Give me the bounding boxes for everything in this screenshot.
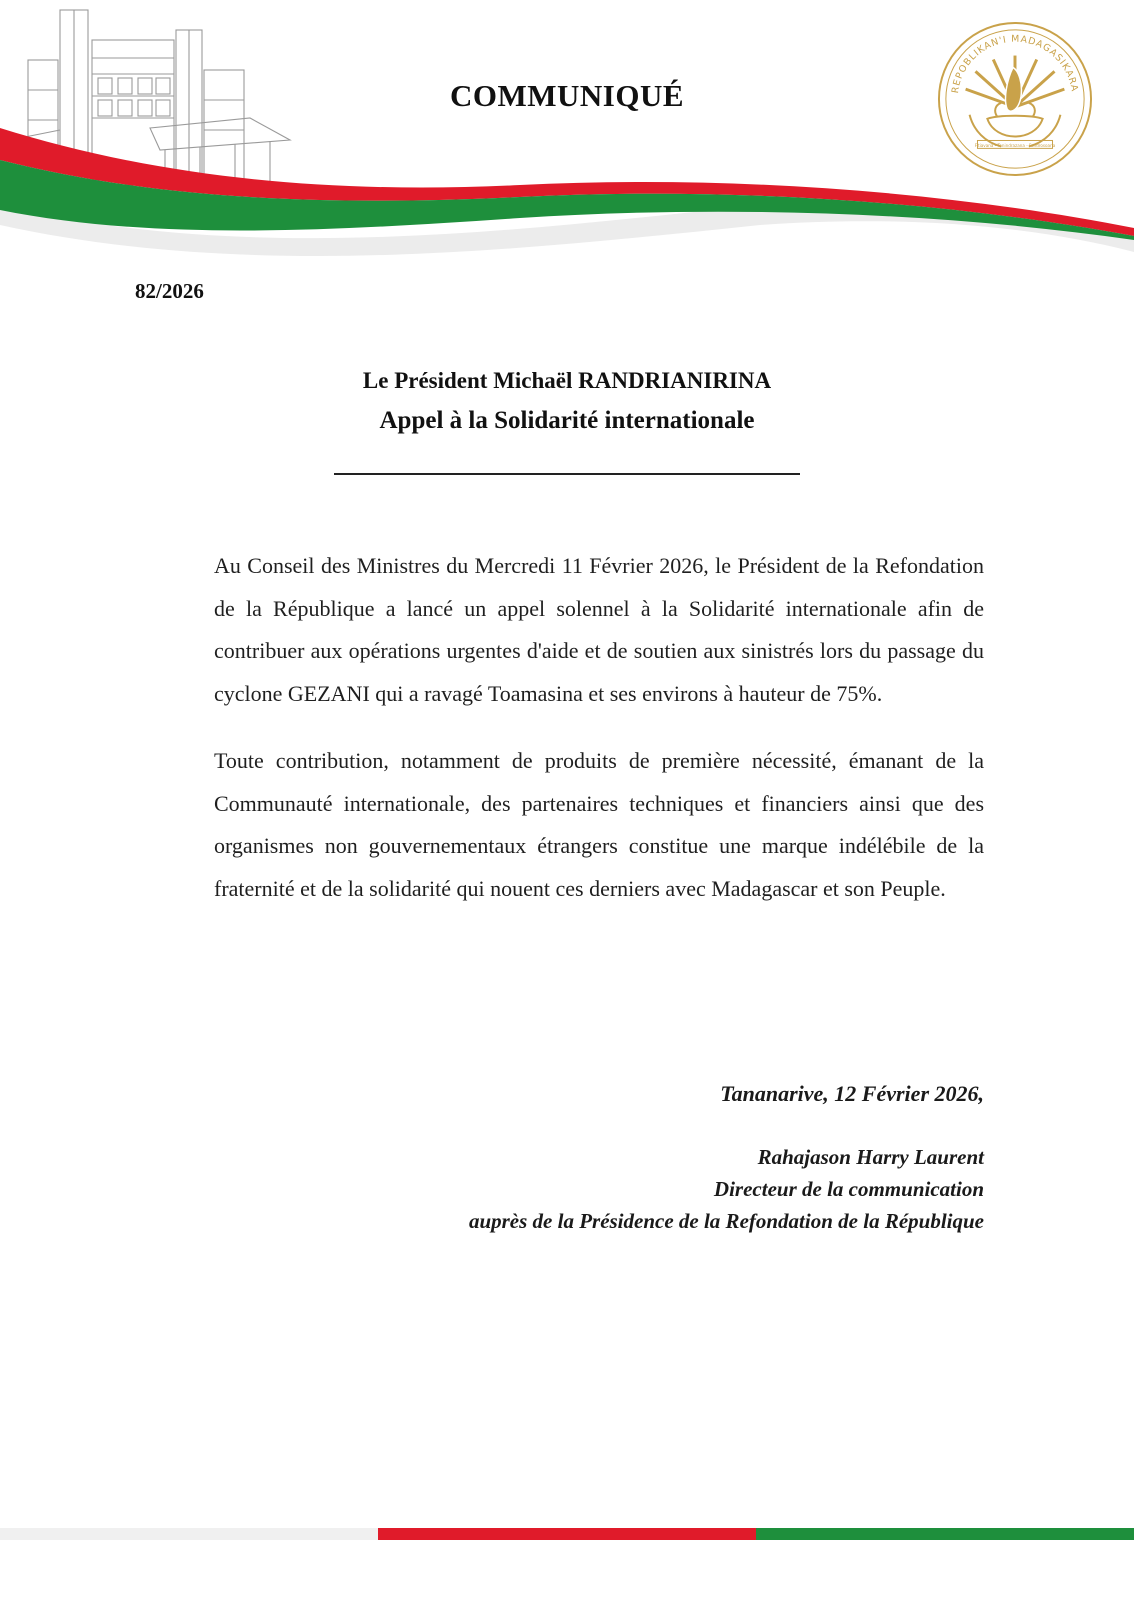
- svg-text:REPOBLIKAN'I MADAGASIKARA: REPOBLIKAN'I MADAGASIKARA: [949, 33, 1080, 95]
- title-underline-divider: [334, 473, 800, 475]
- signatory-name: Rahajason Harry Laurent: [757, 1145, 984, 1169]
- footer-bar-red-segment: [378, 1528, 756, 1540]
- communique-title-author: Le Président Michaël RANDRIANIRINA: [362, 368, 772, 393]
- signatory-organization: auprès de la Présidence de la Refondation de la République: [468, 1209, 984, 1233]
- footer-bar-white-segment: [0, 1528, 378, 1540]
- document-type-heading: COMMUNIQUÉ: [449, 78, 685, 113]
- signature-place-date: Tananarive, 12 Février 2026,: [720, 1081, 984, 1106]
- svg-text:Fitiavana - Tanindrazana - Fan: Fitiavana - Tanindrazana - Fandrosoana: [974, 142, 1056, 148]
- national-seal-icon: [936, 20, 1094, 178]
- communique-title-subject: Appel à la Solidarité internationale: [379, 407, 755, 434]
- communique-title-block: [0, 366, 1134, 438]
- footer-flag-bar: [0, 1528, 1134, 1544]
- communique-body: [214, 545, 984, 935]
- footer-bar-green-segment: [756, 1528, 1134, 1540]
- body-paragraph: Toute contribution, notamment de produits de première nécessité, émanant de la Communauté internationale, des partenaires techniques et financiers ainsi que des organismes non gouvernementaux étrangers constitue une marque indélébile de la fraternité et de la solidarité qui nouent ces derniers avec Madagascar et son Peuple.: [214, 748, 984, 901]
- signature-block: [300, 1078, 984, 1237]
- body-paragraph: Au Conseil des Ministres du Mercredi 11 Février 2026, le Président de la Refondation de la République a lancé un appel solennel à la Solidarité internationale afin de contribuer aux opérations urgentes d'aide et de soutien aux sinistrés lors du passage du cyclone GEZANI qui a ravagé Toamasina et ses environs à hauteur de 75%.: [214, 553, 984, 706]
- signatory-role: Directeur de la communication: [713, 1177, 984, 1201]
- communique-reference-number: 82/2026: [135, 279, 204, 303]
